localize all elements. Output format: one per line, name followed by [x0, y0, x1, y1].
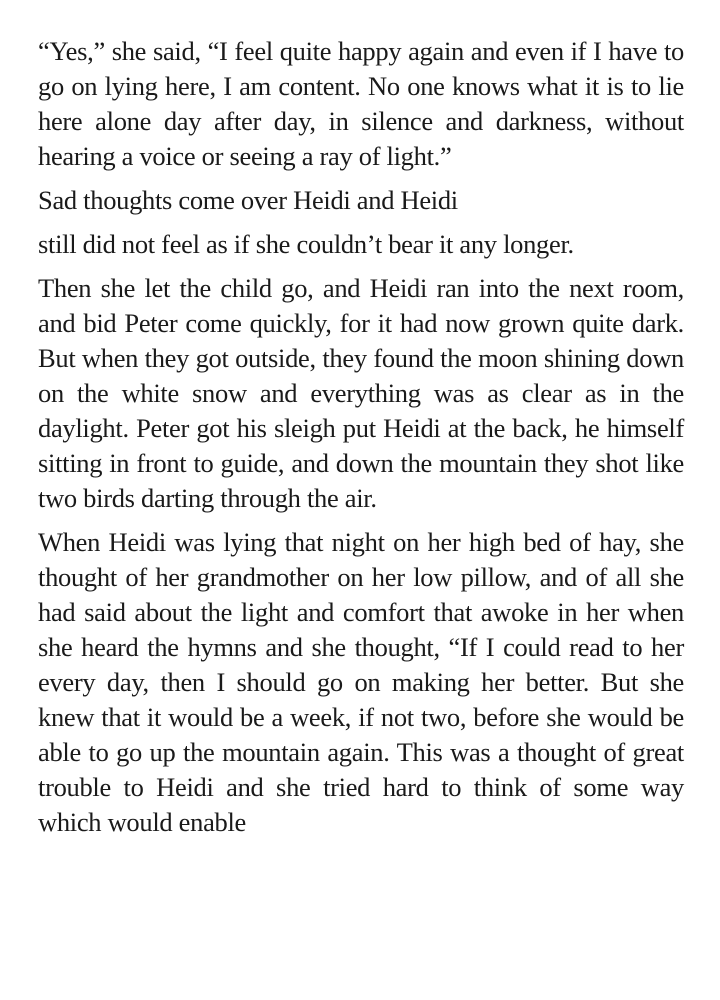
paragraph-5: When Heidi was lying that night on her high bed of hay, she thought of her grandmother on her low pillow, and of all she had said about the light and comfort that awoke in her when she heard the hymns and she thought, “If I could read to her every day, then I should go on making her better. But she knew that it would be a week, if not two, before she would be able to go up the mountain again. This was a thought of great trouble to Heidi and she tried hard to think of some way which would enable	[38, 527, 684, 837]
paragraph-3: still did not feel as if she couldn’t bear it any longer.	[38, 229, 574, 259]
book-page	[38, 34, 684, 849]
paragraph-1: “Yes,” she said, “I feel quite happy again and even if I have to go on lying here, I am content. No one knows what it is to lie here alone day after day, in silence and darkness, without hearing a voice or seeing a ray of light.”	[38, 36, 684, 171]
paragraph-2: Sad thoughts come over Heidi and Heidi	[38, 185, 458, 215]
paragraph-4: Then she let the child go, and Heidi ran into the next room, and bid Peter come quickly, for it had now grown quite dark. But when they got outside, they found the moon shining down on the white snow and everything was as clear as in the daylight. Peter got his sleigh put Heidi at the back, he himself sitting in front to guide, and down the mountain they shot like two birds darting through the air.	[38, 273, 684, 513]
